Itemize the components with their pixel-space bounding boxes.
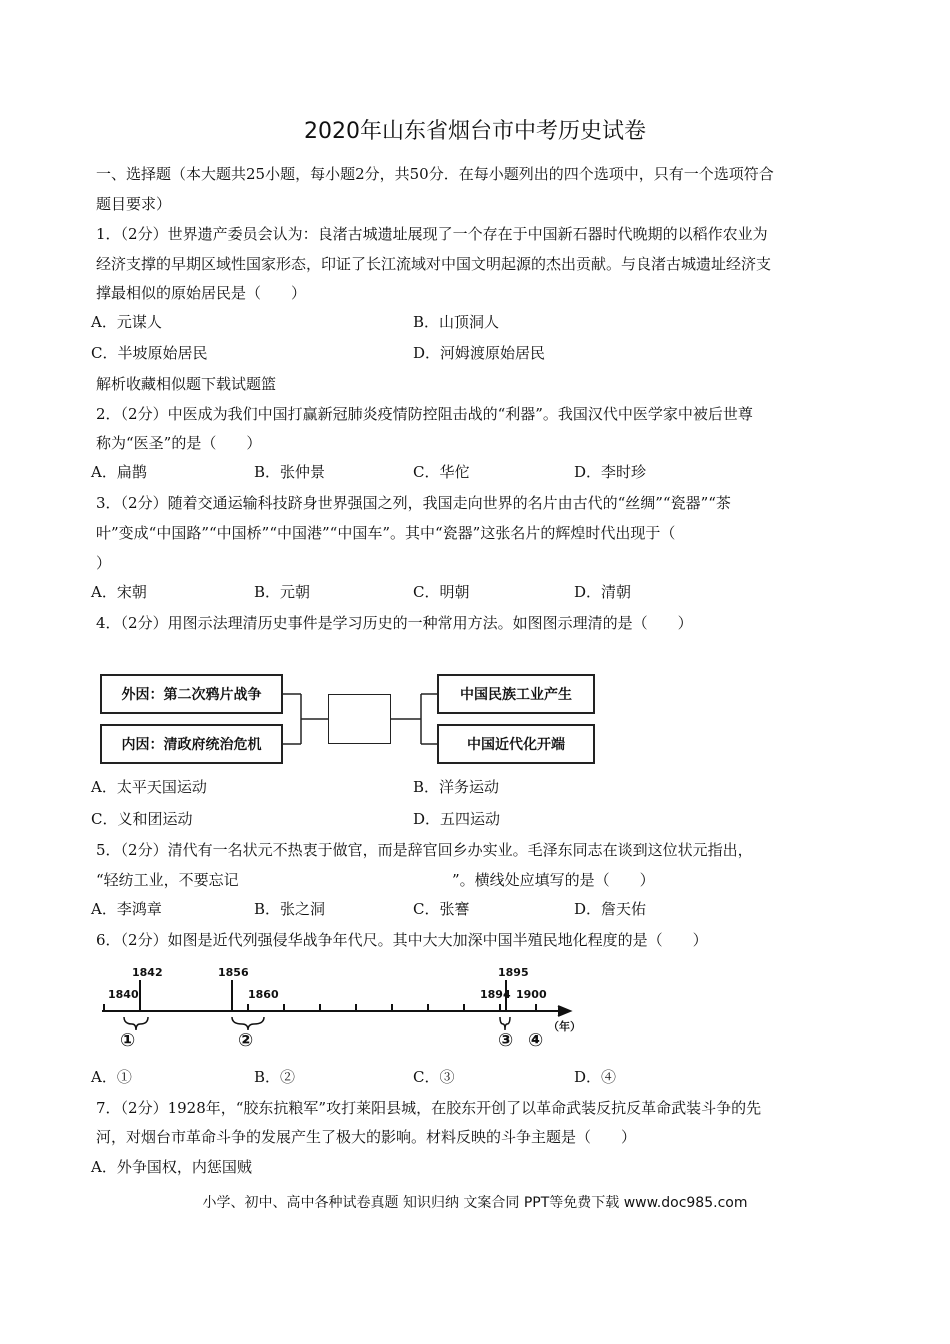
q2-option-c[interactable]: C．华佗 xyxy=(413,463,470,481)
q6-option-d[interactable]: D．④ xyxy=(574,1068,617,1086)
diagram-label-modernization: 中国近代化开端 xyxy=(467,737,565,753)
q6-option-a[interactable]: A．① xyxy=(91,1068,132,1086)
timeline-label-1900: 1900 xyxy=(516,988,547,1001)
diagram-label-external-cause: 外因：第二次鸦片战争 xyxy=(121,687,262,703)
q2-option-b[interactable]: B．张仲景 xyxy=(254,463,326,481)
q3-option-a[interactable]: A．宋朝 xyxy=(91,583,147,601)
q4-option-a[interactable]: A．太平天国运动 xyxy=(91,778,207,796)
q4-diagram xyxy=(96,672,600,772)
q6-option-c[interactable]: C．③ xyxy=(413,1068,455,1086)
q4-stem-line1: 4．（2分）用图示法理清历史事件是学习历史的一种常用方法。如图图示理清的是（ ） xyxy=(96,614,693,632)
q6-timeline xyxy=(96,962,596,1054)
page-footer: 小学、初中、高中各种试卷真题 知识归纳 文案合同 PPT等免费下载 www.doc985.com xyxy=(202,1195,748,1211)
q5-stem-line2b: ”。横线处应填写的是（ ） xyxy=(452,871,655,889)
q2-option-d[interactable]: D．李时珍 xyxy=(574,463,647,481)
timeline-marker-3: ③ xyxy=(498,1030,514,1051)
q2-stem-line2: 称为“医圣”的是（ ） xyxy=(96,434,262,452)
q1-option-d[interactable]: D．河姆渡原始居民 xyxy=(413,344,546,362)
timeline-label-1842: 1842 xyxy=(132,966,163,979)
q5-stem-line2a: “轻纺工业，不要忘记 xyxy=(96,871,239,889)
q5-option-b[interactable]: B．张之洞 xyxy=(254,900,326,918)
q1-option-c[interactable]: C．半坡原始居民 xyxy=(91,344,208,362)
timeline-label-1840: 1840 xyxy=(108,988,139,1001)
section-header-line1: 一、选择题（本大题共25小题，每小题2分，共50分．在每小题列出的四个选项中，只有一个选项符合 xyxy=(96,165,774,183)
q4-option-c[interactable]: C．义和团运动 xyxy=(91,810,193,828)
q1-stem-line2: 经济支撑的早期区域性国家形态，印证了长江流域对中国文明起源的杰出贡献。与良渚古城遗址经济支 xyxy=(96,255,772,273)
q7-stem-line2: 河，对烟台市革命斗争的发展产生了极大的影响。材料反映的斗争主题是（ ） xyxy=(96,1128,637,1146)
q2-stem-line1: 2．（2分）中医成为我们中国打赢新冠肺炎疫情防控阻击战的“利器”。我国汉代中医学家中被后世尊 xyxy=(96,405,753,423)
q3-stem-line2: 叶”变成“中国路”“中国桥”“中国港”“中国车”。其中“瓷器”这张名片的辉煌时代出现于（ xyxy=(96,524,676,542)
q3-option-d[interactable]: D．清朝 xyxy=(574,583,632,601)
q5-option-a[interactable]: A．李鸿章 xyxy=(91,900,162,918)
timeline-label-1895: 1895 xyxy=(498,966,529,979)
q7-stem-line1: 7．（2分）1928年，“胶东抗粮军”攻打莱阳县城，在胶东开创了以革命武装反抗反革命武装斗争的先 xyxy=(96,1099,762,1117)
q3-option-c[interactable]: C．明朝 xyxy=(413,583,470,601)
q4-option-d[interactable]: D．五四运动 xyxy=(413,810,501,828)
timeline-label-1860: 1860 xyxy=(248,988,279,1001)
q1-option-b[interactable]: B．山顶洞人 xyxy=(413,313,500,331)
timeline-unit: （年） xyxy=(548,1020,581,1033)
page-title: 2020年山东省烟台市中考历史试卷 xyxy=(304,119,646,144)
q6-option-b[interactable]: B．② xyxy=(254,1068,296,1086)
timeline-marker-2: ② xyxy=(238,1030,254,1051)
q1-option-a[interactable]: A．元谋人 xyxy=(91,313,162,331)
q7-option-a[interactable]: A．外争国权，内惩国贼 xyxy=(91,1158,252,1176)
q5-option-c[interactable]: C．张謇 xyxy=(413,900,470,918)
timeline-marker-4: ④ xyxy=(528,1030,544,1051)
q5-option-d[interactable]: D．詹天佑 xyxy=(574,900,647,918)
q1-stem-line3: 撑最相似的原始居民是（ ） xyxy=(96,284,307,302)
diagram-label-national-industry: 中国民族工业产生 xyxy=(460,687,572,703)
question-actions-links[interactable]: 解析收藏相似题下载试题篮 xyxy=(96,375,277,393)
timeline-label-1856: 1856 xyxy=(218,966,249,979)
diagram-connectors xyxy=(96,672,600,772)
diagram-label-internal-cause: 内因：清政府统治危机 xyxy=(121,737,262,753)
q6-stem-line1: 6．（2分）如图是近代列强侵华战争年代尺。其中大大加深中国半殖民地化程度的是（ ） xyxy=(96,931,708,949)
q1-stem-line1: 1．（2分）世界遗产委员会认为：良渚古城遗址展现了一个存在于中国新石器时代晚期的以稻作农业为 xyxy=(96,225,768,243)
q3-option-b[interactable]: B．元朝 xyxy=(254,583,311,601)
q5-stem-line1: 5．（2分）清代有一名状元不热衷于做官，而是辞官回乡办实业。毛泽东同志在谈到这位状元指出， xyxy=(96,841,753,859)
q3-stem-line3: ） xyxy=(96,554,112,572)
timeline-label-1894: 1894 xyxy=(480,988,511,1001)
timeline-marker-1: ① xyxy=(120,1030,136,1051)
section-header-line2: 题目要求） xyxy=(96,195,172,213)
q3-stem-line1: 3．（2分）随着交通运输科技跻身世界强国之列，我国走向世界的名片由古代的“丝绸”“瓷器”“茶 xyxy=(96,494,731,512)
q2-option-a[interactable]: A．扁鹊 xyxy=(91,463,147,481)
q4-option-b[interactable]: B．洋务运动 xyxy=(413,778,500,796)
